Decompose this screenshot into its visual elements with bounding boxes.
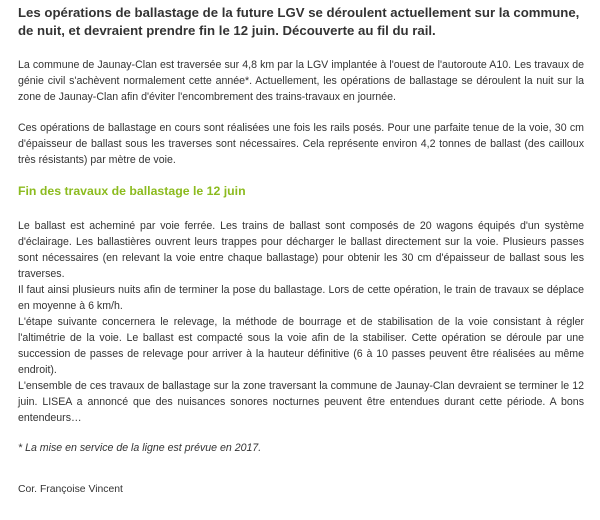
footnote: * La mise en service de la ligne est prévue en 2017. [18, 442, 262, 454]
intro-paragraph-text: Ces opérations de ballastage en cours sont réalisées une fois les rails posés. Pour une parfaite tenue de la voie, 30 cm d'épaisseur de ballast sous les traverses sont nécessaires. Cela représente environ 4,2 tonnes de ballast (des cailloux très résistants) par mètre de voie. [18, 122, 584, 166]
article-headline: Les opérations de ballastage de la future LGV se déroulent actuellement sur la commune, de nuit, et devraient prendre fin le 12 juin. Découverte au fil du rail. [18, 5, 580, 38]
article [18, 4, 584, 498]
section-paragraph: L'étape suivante concernera le relevage, la méthode de bourrage et de stabilisation de la voie consistant à régler l'altimétrie de la voie. Le ballast est compacté sous la voie afin de la stabiliser. Cette opération se déroule par une succession de passes de relevage pour arriver à la hauteur définitive (6 à 10 passes peuvent être réalisées au même endroit). [18, 316, 584, 376]
section-body [18, 218, 584, 426]
author-credit: Cor. Françoise Vincent [18, 484, 123, 495]
section-paragraph: L'ensemble de ces travaux de ballastage sur la zone traversant la commune de Jaunay-Clan devraient se terminer le 12 juin. LISEA a annoncé que des nuisances sonores nocturnes peuvent être entendues durant cette période. A bons entendeurs… [18, 380, 584, 424]
intro-paragraph-2 [18, 120, 584, 168]
section-title: Fin des travaux de ballastage le 12 juin [18, 184, 246, 198]
section-paragraph: Le ballast est acheminé par voie ferrée. Les trains de ballast sont composés de 20 wagons équipés d'un système d'éclairage. Les ballastières ouvrent leurs trappes pour décharger le ballast directement sur la voie. Plusieurs passes sont nécessaires (en relevant la voie entre chaque ballastage) pour obtenir les 30 cm d'épaisseur de ballast sous les traverses. [18, 220, 584, 280]
intro-paragraph-1 [18, 57, 584, 105]
intro-paragraph-text: La commune de Jaunay-Clan est traversée sur 4,8 km par la LGV implantée à l'ouest de l'autoroute A10. Les travaux de génie civil s'achèvent normalement cette année*. Actuellement, les opérations de ballastage se déroulent la nuit sur la zone de Jaunay-Clan afin d'éviter l'encombrement des trains-travaux en journée. [18, 59, 584, 103]
section-paragraph: Il faut ainsi plusieurs nuits afin de terminer la pose du ballastage. Lors de cette opération, le train de travaux se déplace en moyenne à 6 km/h. [18, 284, 584, 312]
